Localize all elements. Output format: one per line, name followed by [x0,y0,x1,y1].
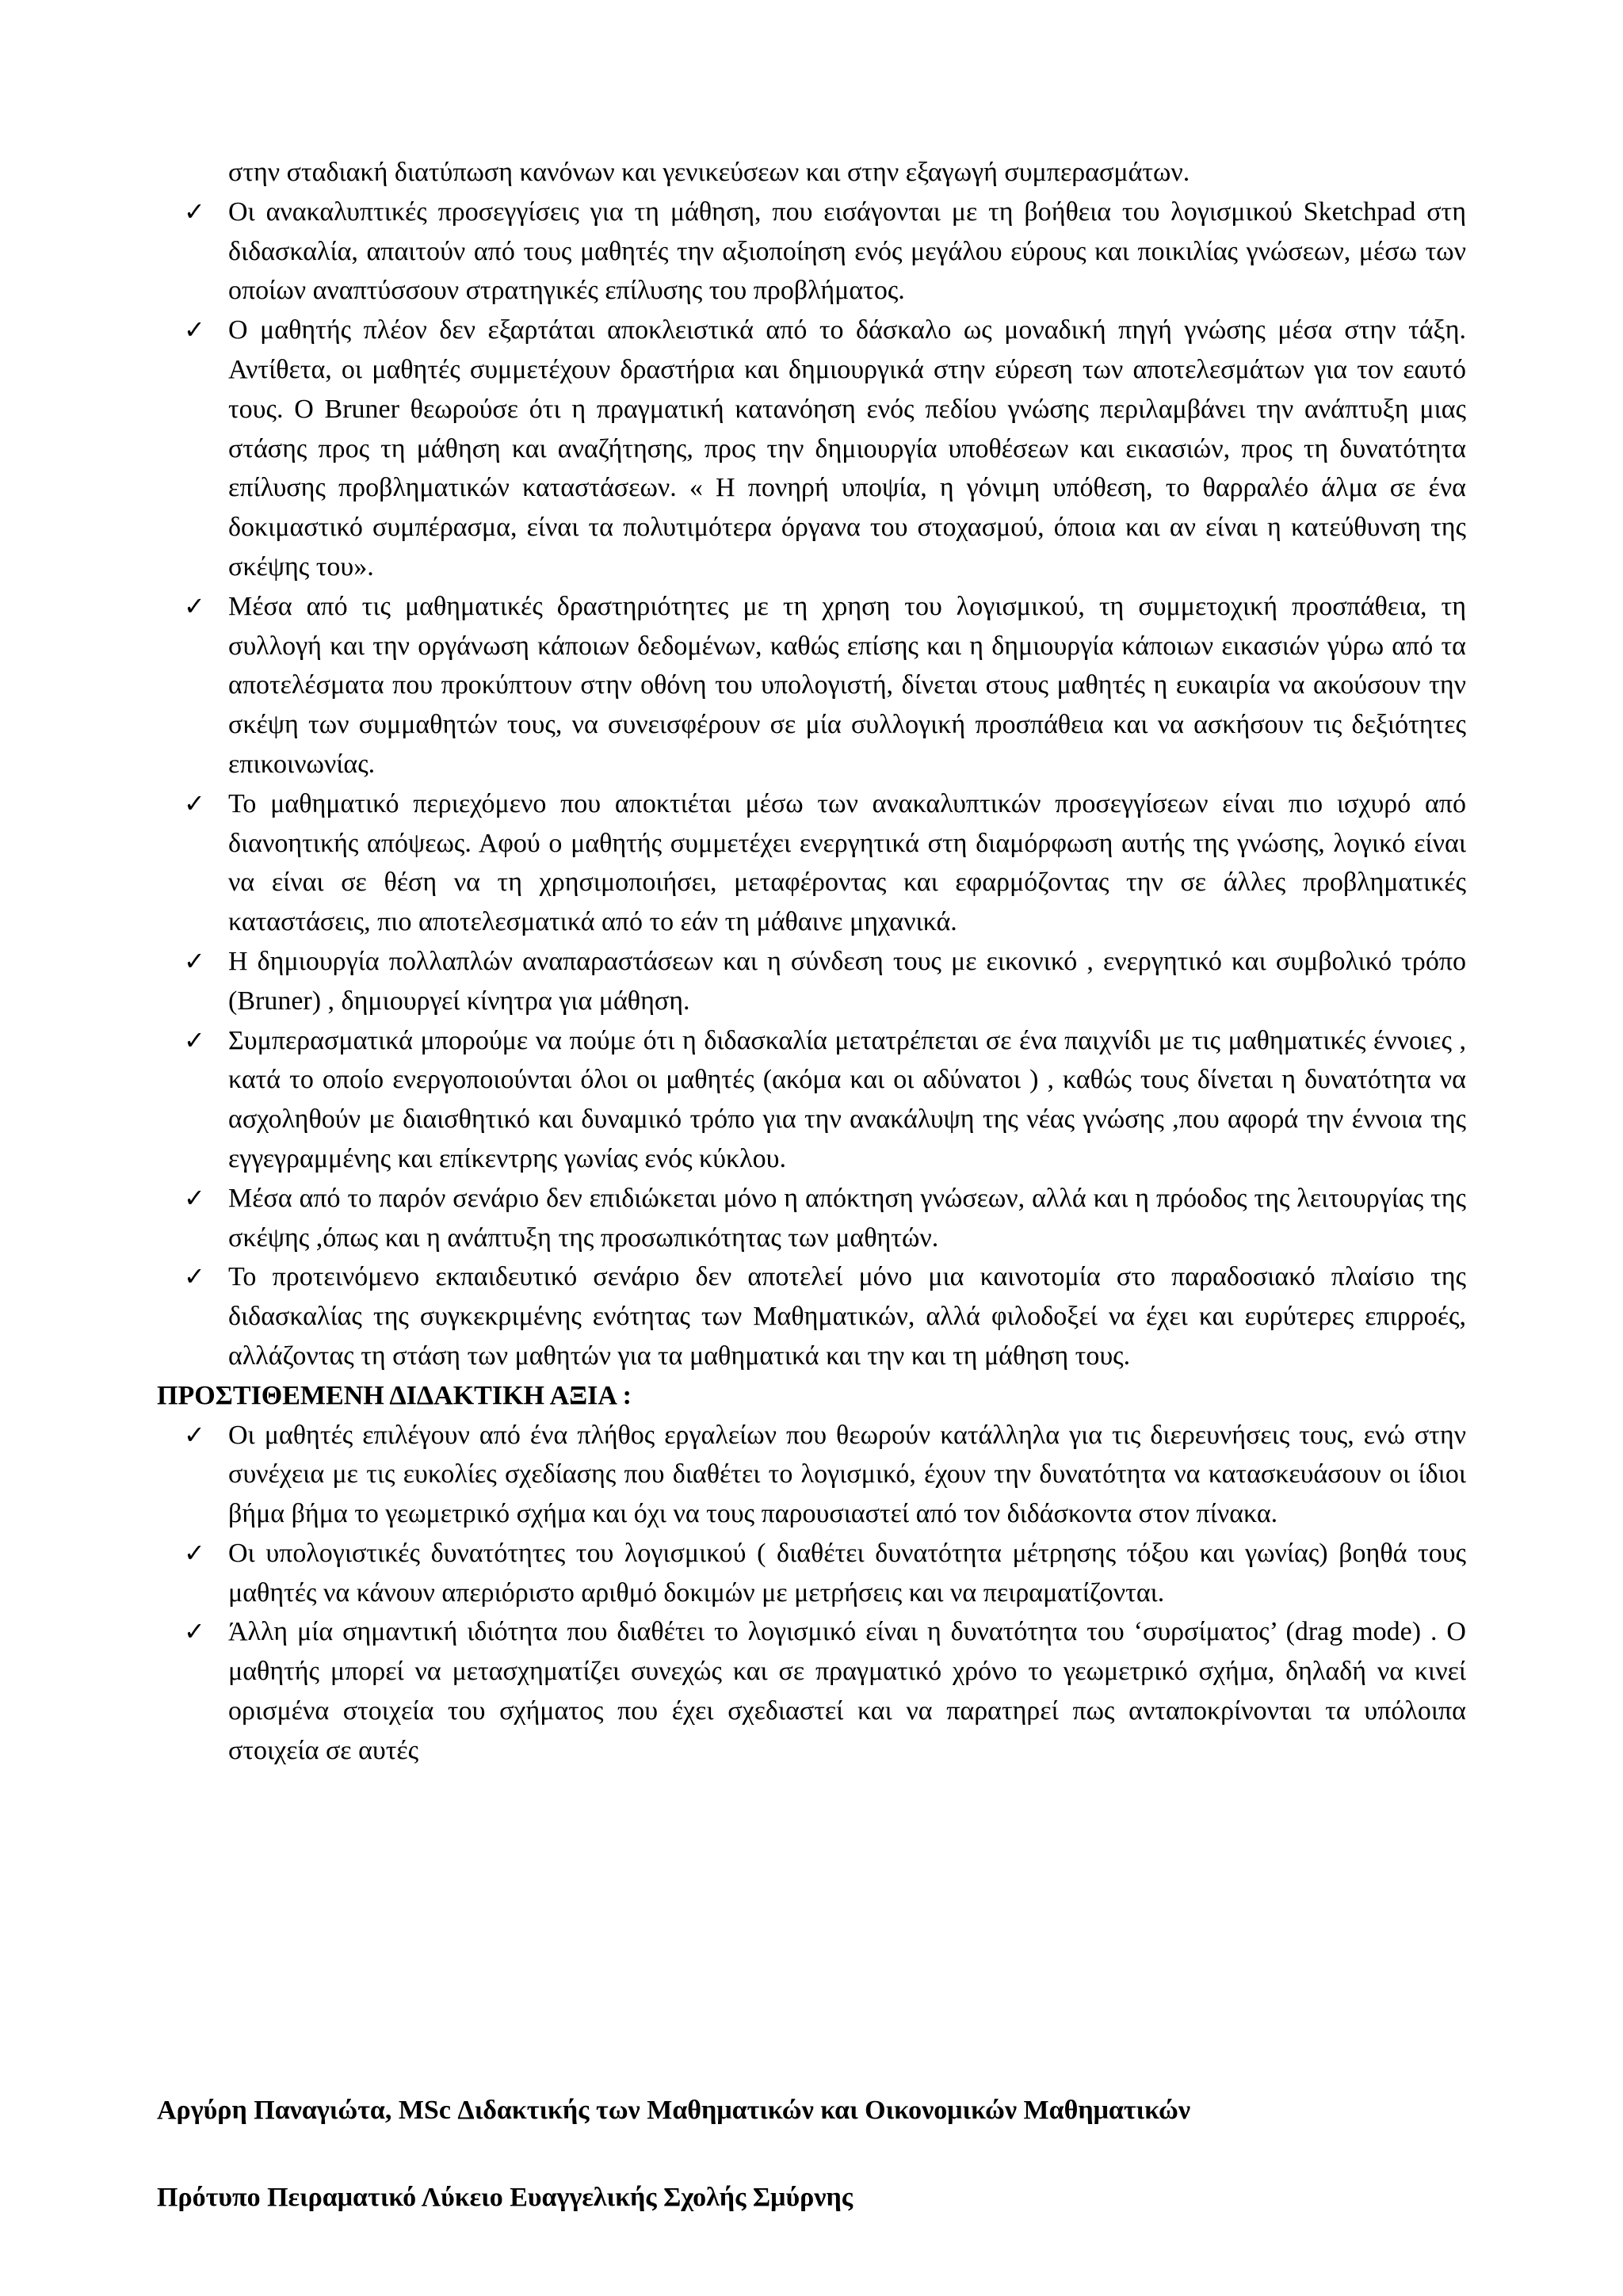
list-item-text: Οι υπολογιστικές δυνατότητες του λογισμικού ( διαθέτει δυνατότητα μέτρησης τόξου και γωνίας) βοηθά τους μαθητές να κάνουν απεριόριστο αριθμό δοκιμών με μετρήσεις και να πειραματίζονται. [228,1538,1466,1608]
page-body [157,153,1466,1771]
list-item [157,1257,1466,1375]
checkmark-icon: ✓ [184,1182,205,1213]
list-item-text: Μέσα από το παρόν σενάριο δεν επιδιώκεται μόνο η απόκτηση γνώσεων, αλλά και η πρόοδος της λειτουργίας της σκέψης ,όπως και η ανάπτυξη της προσωπικότητας των μαθητών. [228,1183,1466,1253]
continuation-paragraph: στην σταδιακή διατύπωση κανόνων και γενικεύσεων και στην εξαγωγή συμπερασμάτων. [228,158,1190,187]
list-item [157,1612,1466,1770]
checkmark-icon: ✓ [184,1537,205,1568]
footer-school: Πρότυπο Πειραματικό Λύκειο Ευαγγελικής Σχολής Σμύρνης [157,2183,854,2212]
footer-author: Αργύρη Παναγιώτα, MSc Διδακτικής των Μαθηματικών και Οικονομικών Μαθηματικών [157,2096,1191,2125]
list-item-text: Η δημιουργία πολλαπλών αναπαραστάσεων και η σύνδεση τους με εικονικό , ενεργητικό και συμβολικό τρόπο (Bruner) , δημιουργεί κίνητρα για μάθηση. [228,946,1466,1016]
list-item [157,784,1466,942]
list-item-text: Ο μαθητής πλέον δεν εξαρτάται αποκλειστικά από το δάσκαλο ως μοναδική πηγή γνώσης μέσα στην τάξη. Αντίθετα, οι μαθητές συμμετέχουν δραστήρια και δημιουργικά στην εύρεση των αποτελεσμάτων για τον εαυτό τους. Ο Bruner θεωρούσε ότι η πραγματική κατανόηση ενός πεδίου γνώσης περιλαμβάνει την ανάπτυξη μιας στάσης προς τη μάθηση και αναζήτησης, προς την δημιουργία υποθέσεων και εικασιών, προς τη δυνατότητα επίλυσης προβληματικών καταστάσεων. « Η πονηρή υποψία, η γόνιμη υπόθεση, το θαρραλέο άλμα σε ένα δοκιμαστικό συμπέρασμα, είναι τα πολυτιμότερα όργανα του στοχασμού, όποια και αν είναι η κατεύθυνση της σκέψης του». [228,315,1466,582]
checkmark-icon: ✓ [184,1261,205,1292]
list-item [157,1021,1466,1179]
checkmark-icon: ✓ [184,196,205,227]
list-item [157,1179,1466,1258]
list-item [157,1416,1466,1534]
list-item-text: Μέσα από τις μαθηματικές δραστηριότητες με τη χρηση του λογισμικού, τη συμμετοχική προσπάθεια, τη συλλογή και την οργάνωση κάποιων δεδομένων, καθώς επίσης και η δημιουργία κάποιων εικασιών γύρω από τα αποτελέσματα που προκύπτουν στην οθόνη του υπολογιστή, δίνεται στους μαθητές η ευκαιρία να ακούσουν την σκέψη των συμμαθητών τους, να συνεισφέρουν σε μία συλλογική προσπάθεια και να ασκήσουν τις δεξιότητες επικοινωνίας. [228,591,1466,779]
list-item [157,942,1466,1021]
list-item-text: Οι μαθητές επιλέγουν από ένα πλήθος εργαλείων που θεωρούν κατάλληλα για τις διερευνήσεις τους, ενώ στην συνέχεια με τις ευκολίες σχεδίασης που διαθέτει το λογισμικό, έχουν την δυνατότητα να κατασκευάσουν οι ίδιοι βήμα βήμα το γεωμετρικό σχήμα και όχι να τους παρουσιαστεί από τον διδάσκοντα στον πίνακα. [228,1420,1466,1529]
list-item-text: Το μαθηματικό περιεχόμενο που αποκτιέται μέσω των ανακαλυπτικών προσεγγίσεων είναι πιο ισχυρό από διανοητικής απόψεως. Αφού ο μαθητής συμμετέχει ενεργητικά στη διαμόρφωση αυτής της γνώσης, λογικό είναι να είναι σε θέση να τη χρησιμοποιήσει, μεταφέροντας και εφαρμόζοντας την σε άλλες προβληματικές καταστάσεις, πιο αποτελεσματικά από το εάν τη μάθαινε μηχανικά. [228,788,1466,937]
list-item-text: Το προτεινόμενο εκπαιδευτικό σενάριο δεν αποτελεί μόνο μια καινοτομία στο παραδοσιακό πλαίσιο της διδασκαλίας της συγκεκριμένης ενότητας των Μαθηματικών, αλλά φιλοδοξεί να έχει και ευρύτερες επιρροές, αλλάζοντας τη στάση των μαθητών για τα μαθηματικά και την και τη μάθηση τους. [228,1262,1466,1371]
list-item [157,1534,1466,1613]
added-value-list [157,1416,1466,1771]
checkmark-icon: ✓ [184,590,205,621]
benefits-list [157,193,1466,1376]
section-heading: ΠΡΟΣΤΙΘΕΜΕΝΗ ΔΙΔΑΚΤΙΚΗ ΑΞΙΑ : [157,1380,632,1410]
checkmark-icon: ✓ [184,315,205,345]
checkmark-icon: ✓ [184,945,205,976]
checkmark-icon: ✓ [184,1024,205,1055]
list-item [157,311,1466,587]
list-item-text: Συμπερασματικά μπορούμε να πούμε ότι η διδασκαλία μετατρέπεται σε ένα παιχνίδι με τις μαθηματικές έννοιες , κατά το οποίο ενεργοποιούνται όλοι οι μαθητές (ακόμα και οι αδύνατοι ) , καθώς τους δίνεται η δυνατότητα να ασχοληθούν με διαισθητικό και δυναμικό τρόπο για την ανακάλυψη της νέας γνώσης ,που αφορά την έννοια της εγγεγραμμένης και επίκεντρης γωνίας ενός κύκλου. [228,1025,1466,1173]
list-item-text: Οι ανακαλυπτικές προσεγγίσεις για τη μάθηση, που εισάγονται με τη βοήθεια του λογισμικού Sketchpad στη διδασκαλία, απαιτούν από τους μαθητές την αξιοποίηση ενός μεγάλου εύρους και ποικιλίας γνώσεων, μέσω των οποίων αναπτύσσουν στρατηγικές επίλυσης του προβλήματος. [228,196,1466,306]
checkmark-icon: ✓ [184,788,205,818]
checkmark-icon: ✓ [184,1419,205,1450]
list-item [157,587,1466,784]
list-item-text: Άλλη μία σημαντική ιδιότητα που διαθέτει το λογισμικό είναι η δυνατότητα του ‘συρσίματος’ (drag mode) . Ο μαθητής μπορεί να μετασχηματίζει συνεχώς και σε πραγματικό χρόνο το γεωμετρικό σχήμα, δηλαδή να κινεί ορισμένα στοιχεία του σχήματος που έχει σχεδιαστεί και να παρατηρεί πως ανταποκρίνονται τα υπόλοιπα στοιχεία σε αυτές [228,1617,1466,1765]
checkmark-icon: ✓ [184,1616,205,1647]
list-item [157,193,1466,311]
